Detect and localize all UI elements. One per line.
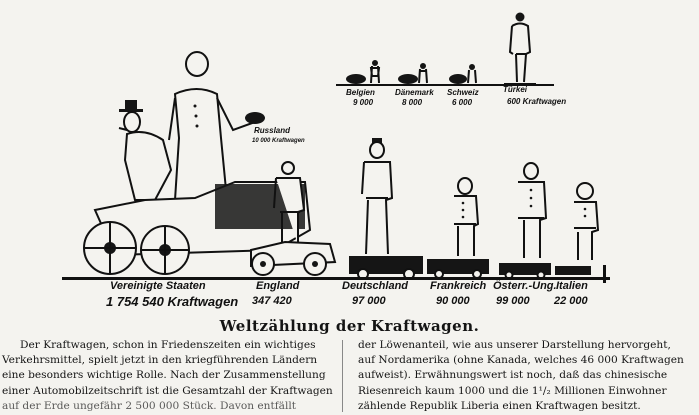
value-italien: 22 000 <box>554 295 588 307</box>
article-line: zählende Republik Liberia einen Kraftwagen besitzt. <box>358 399 641 412</box>
label-belgien: Belgien <box>346 88 375 97</box>
label-frankreich: Frankreich <box>430 280 487 292</box>
article-line: eine besonders wichtige Rolle. Nach der Zusammenstellung <box>2 369 326 382</box>
value-oesterreich-ungarn: 99 000 <box>496 295 530 307</box>
value-belgien: 9 000 <box>353 98 374 107</box>
value-russland: 10 000 Kraftwagen <box>252 138 305 144</box>
austria-hungary-figure-icon <box>512 162 552 260</box>
article-line: Riesenreich kaum 1000 und die 1¹/₂ Millionen Einwohner <box>358 384 667 397</box>
article-line: Verkehrsmittel, spielt jetzt in den kriegführenden Ländern <box>2 354 318 367</box>
denmark-figure-icon <box>397 62 433 85</box>
label-daenemark: Dänemark <box>395 88 434 97</box>
article-right-column <box>358 338 698 414</box>
value-frankreich: 90 000 <box>436 295 470 307</box>
column-divider <box>342 340 343 412</box>
label-russland: Russland <box>254 126 291 135</box>
label-vereinigte-staaten: Vereinigte Staaten <box>110 280 206 292</box>
switzerland-figure-icon <box>447 62 483 85</box>
italy-figure-icon <box>568 182 602 262</box>
label-england: England <box>256 280 300 292</box>
article-title: Weltzählung der Kraftwagen. <box>219 317 480 335</box>
germany-car-icon <box>347 252 425 280</box>
article-line: der Löwenanteil, wie aus unserer Darstellung hervorgeht, <box>358 339 671 351</box>
article-line: auf der Erde ungefähr 2 500 000 Stück. Davon entfällt <box>2 399 297 412</box>
right-edge-mark <box>603 265 606 283</box>
belgium-figure-icon <box>345 60 385 85</box>
article-line: aufweist). Erwähnungswert ist noch, daß das chinesische <box>358 369 668 382</box>
label-tuerkei: Türkei <box>503 85 528 94</box>
value-vereinigte-staaten: 1 754 540 Kraftwagen <box>106 294 239 309</box>
france-figure-icon <box>448 178 482 258</box>
label-schweiz: Schweiz <box>447 88 479 97</box>
value-tuerkei: 600 Kraftwagen <box>507 97 567 106</box>
value-daenemark: 8 000 <box>402 98 423 107</box>
value-schweiz: 6 000 <box>452 98 473 107</box>
label-deutschland: Deutschland <box>342 280 409 292</box>
article-line: auf Nordamerika (ohne Kanada, welches 46 000 Kraftwagen <box>358 354 684 367</box>
label-italien: Italien <box>556 280 588 292</box>
article-line: einer Automobilzeitschrift ist die Gesamtzahl der Kraftwagen <box>2 384 333 397</box>
germany-figure-icon <box>358 138 398 256</box>
value-england: 347 420 <box>252 295 292 307</box>
turkey-figure-icon <box>500 12 540 87</box>
article-line: Der Kraftwagen, schon in Friedenszeiten ein wichtiges <box>20 339 316 351</box>
article-left-column <box>2 338 335 414</box>
england-car-icon <box>245 232 340 277</box>
value-deutschland: 97 000 <box>352 295 386 307</box>
label-oesterreich-ungarn: Österr.-Ung. <box>493 280 557 292</box>
